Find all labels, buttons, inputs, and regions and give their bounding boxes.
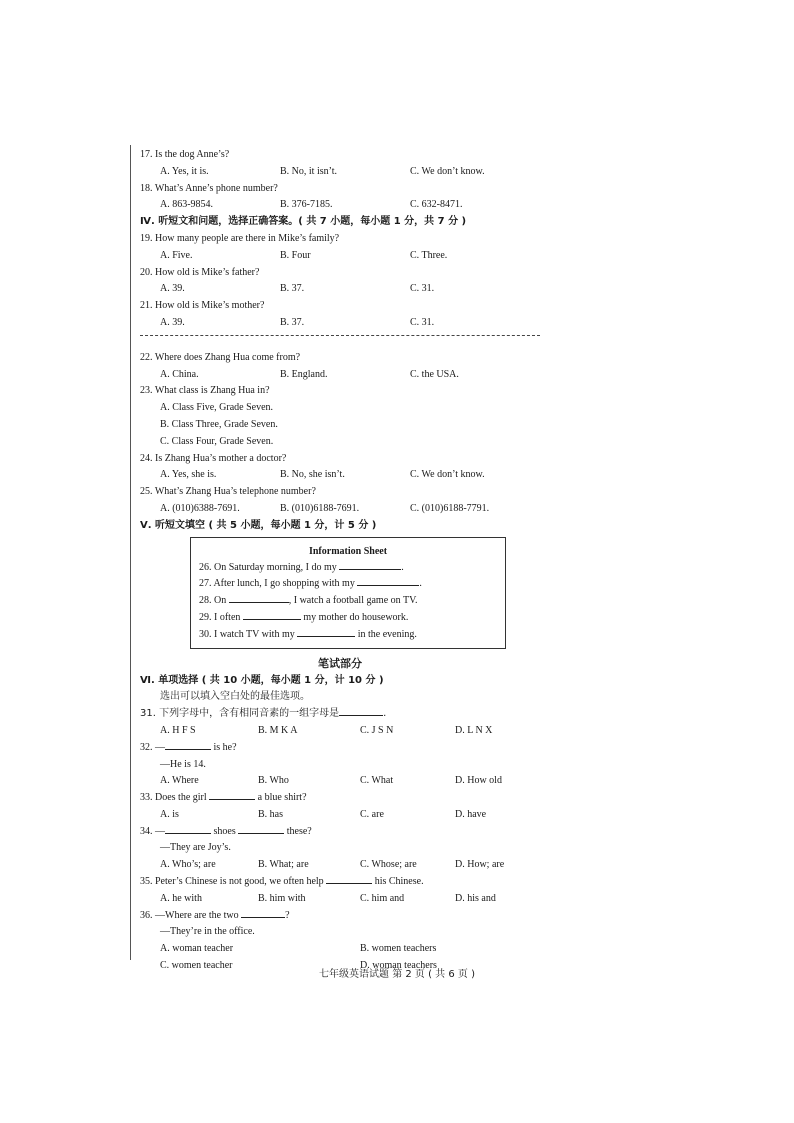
option-c: C. Whose; are — [360, 859, 417, 871]
option-c: C. What — [360, 775, 394, 787]
question-text: 34. — — [140, 825, 165, 837]
info-text: 29. I often — [199, 611, 241, 623]
answer-blank[interactable] — [165, 824, 211, 834]
option-b: B. (010)6188-7691. — [280, 502, 360, 514]
option-a: A. Who’s; are — [160, 859, 216, 871]
option-a: A. China. — [160, 368, 199, 380]
section-5-heading: Ⅴ. 听短文填空 ( 共 5 小题，每小题 1 分，计 5 分 ) — [140, 519, 377, 531]
question-31 — [140, 706, 560, 723]
option-b: B. has — [258, 808, 283, 820]
option-b: B. No, she isn’t. — [280, 469, 345, 481]
question-text: 22. Where does Zhang Hua come from? — [140, 351, 301, 363]
answer-blank[interactable] — [165, 740, 211, 750]
question-36-response: —They’re in the office. — [160, 926, 255, 938]
question-34 — [140, 824, 560, 841]
option-a: A. 39. — [160, 316, 185, 328]
exam-content — [140, 147, 560, 975]
question-36-options-ab — [140, 941, 560, 958]
question-22 — [140, 350, 560, 367]
option-d: D. woman teachers — [360, 960, 437, 972]
question-text: . — [383, 708, 387, 720]
question-text: a blue shirt? — [257, 792, 307, 804]
question-text: 18. What’s Anne’s phone number? — [140, 182, 278, 194]
option-a: A. he with — [160, 892, 202, 904]
answer-blank[interactable] — [229, 593, 289, 603]
answer-blank[interactable] — [339, 560, 401, 570]
question-23 — [140, 383, 560, 400]
info-text: 30. I watch TV with my — [199, 628, 295, 640]
option-b: B. Four — [280, 249, 311, 261]
question-17 — [140, 147, 560, 164]
page-footer: 七年级英语试题 第 2 页 ( 共 6 页 ) — [319, 969, 475, 980]
info-line-26 — [199, 560, 497, 577]
question-23-option-a: A. Class Five, Grade Seven. — [160, 402, 274, 414]
option-d: D. How; are — [455, 859, 505, 871]
question-25 — [140, 484, 560, 501]
option-c: C. We don’t know. — [410, 165, 485, 177]
info-line-30 — [199, 627, 497, 644]
question-20-options — [140, 281, 560, 298]
option-a: A. Where — [160, 775, 199, 787]
option-b: B. England. — [280, 368, 328, 380]
option-b: B. him with — [258, 892, 306, 904]
section-4-heading: Ⅳ. 听短文和问题，选择正确答案。( 共 7 小题，每小题 1 分，共 7 分 ) — [140, 216, 467, 228]
question-19 — [140, 231, 560, 248]
question-text: 20. How old is Mike’s father? — [140, 266, 260, 278]
question-32 — [140, 740, 560, 757]
option-b: B. What; are — [258, 859, 309, 871]
section-6-instruction: 选出可以填入空白处的最佳选项。 — [160, 691, 310, 703]
info-line-27 — [199, 576, 497, 593]
question-text: shoes — [213, 825, 236, 837]
question-35 — [140, 874, 560, 891]
question-text: 25. What’s Zhang Hua’s telephone number? — [140, 486, 316, 498]
option-b: B. 376-7185. — [280, 199, 333, 211]
option-c: C. women teacher — [160, 960, 233, 972]
option-a: A. Five. — [160, 249, 193, 261]
option-c: C. 31. — [410, 283, 435, 295]
option-a: A. woman teacher — [160, 943, 234, 955]
question-34-response: —They are Joy’s. — [160, 842, 231, 854]
info-text: 27. After lunch, I go shopping with my — [199, 578, 355, 590]
info-text: . — [401, 561, 404, 573]
section-6-heading: Ⅵ. 单项选择 ( 共 10 小题，每小题 1 分，计 10 分 ) — [140, 674, 384, 686]
question-text: 21. How old is Mike’s mother? — [140, 300, 265, 312]
question-18-options — [140, 197, 560, 214]
option-c: C. We don’t know. — [410, 469, 485, 481]
question-text: is he? — [213, 741, 237, 753]
question-text: these? — [286, 825, 312, 837]
question-text: 36. —Where are the two — [140, 909, 239, 921]
question-33-options — [140, 807, 560, 824]
option-c: C. Three. — [410, 249, 448, 261]
question-31-options — [140, 723, 560, 740]
question-36 — [140, 908, 560, 925]
info-text: my mother do housework. — [303, 611, 409, 623]
option-c: C. 31. — [410, 316, 435, 328]
info-text: , I watch a football game on TV. — [288, 595, 418, 607]
question-23-option-b: B. Class Three, Grade Seven. — [160, 418, 278, 430]
question-21-options — [140, 315, 560, 332]
question-22-options — [140, 367, 560, 384]
info-text: . — [419, 578, 422, 590]
question-text: 32. — — [140, 741, 165, 753]
option-b: B. 37. — [280, 316, 305, 328]
question-text: 19. How many people are there in Mike’s family? — [140, 232, 340, 244]
info-line-28 — [199, 593, 497, 610]
option-d: D. have — [455, 808, 487, 820]
information-sheet-title: Information Sheet — [308, 545, 388, 557]
question-35-options — [140, 891, 560, 908]
question-24-options — [140, 467, 560, 484]
question-text: 33. Does the girl — [140, 792, 207, 804]
binding-margin-line — [130, 145, 131, 960]
question-text: ? — [285, 909, 290, 921]
question-text: 24. Is Zhang Hua’s mother a doctor? — [140, 452, 287, 464]
answer-blank[interactable] — [238, 824, 284, 834]
answer-blank[interactable] — [297, 627, 355, 637]
option-a: A. 863-9854. — [160, 199, 214, 211]
question-text: 31. 下列字母中，含有相同音素的一组字母是 — [140, 708, 340, 720]
dashed-cut-line — [140, 335, 540, 344]
option-b: B. No, it isn’t. — [280, 165, 338, 177]
option-b: B. 37. — [280, 283, 305, 295]
answer-blank[interactable] — [326, 874, 372, 884]
question-25-options — [140, 501, 560, 518]
info-text: 28. On — [199, 595, 227, 607]
question-33 — [140, 790, 560, 807]
question-21 — [140, 298, 560, 315]
question-20 — [140, 265, 560, 282]
question-23-option-c: C. Class Four, Grade Seven. — [160, 435, 274, 447]
option-b: B. M K A — [258, 724, 298, 736]
info-text: 26. On Saturday morning, I do my — [199, 561, 337, 573]
question-text: 23. What class is Zhang Hua in? — [140, 385, 270, 397]
option-c: C. J S N — [360, 724, 394, 736]
answer-blank[interactable] — [243, 610, 301, 620]
question-17-options — [140, 164, 560, 181]
option-d: D. his and — [455, 892, 496, 904]
option-c: C. are — [360, 808, 384, 820]
answer-blank[interactable] — [241, 908, 285, 918]
option-c: C. 632-8471. — [410, 199, 463, 211]
option-d: D. L N X — [455, 724, 493, 736]
option-c: C. him and — [360, 892, 405, 904]
option-a: A. (010)6388-7691. — [160, 502, 240, 514]
answer-blank[interactable] — [209, 790, 255, 800]
question-32-response: —He is 14. — [160, 758, 206, 770]
answer-blank[interactable] — [339, 706, 383, 716]
information-sheet-box — [190, 537, 506, 649]
question-32-options — [140, 773, 560, 790]
option-c: C. the USA. — [410, 368, 459, 380]
question-24 — [140, 451, 560, 468]
question-19-options — [140, 248, 560, 265]
question-text: 17. Is the dog Anne’s? — [140, 149, 230, 160]
option-a: A. Yes, it is. — [160, 165, 209, 177]
answer-blank[interactable] — [357, 576, 419, 586]
written-part-heading: 笔试部分 — [318, 656, 362, 670]
option-b: B. women teachers — [360, 943, 437, 955]
option-a: A. Yes, she is. — [160, 469, 217, 481]
option-b: B. Who — [258, 775, 289, 787]
question-text: 35. Peter’s Chinese is not good, we often help — [140, 876, 324, 888]
question-18 — [140, 181, 560, 198]
question-text: his Chinese. — [374, 876, 424, 888]
question-34-options — [140, 857, 560, 874]
info-text: in the evening. — [357, 628, 417, 640]
option-a: A. H F S — [160, 724, 196, 736]
option-a: A. 39. — [160, 283, 185, 295]
info-line-29 — [199, 610, 497, 627]
option-a: A. is — [160, 808, 179, 820]
option-c: C. (010)6188-7791. — [410, 502, 490, 514]
option-d: D. How old — [455, 775, 502, 787]
